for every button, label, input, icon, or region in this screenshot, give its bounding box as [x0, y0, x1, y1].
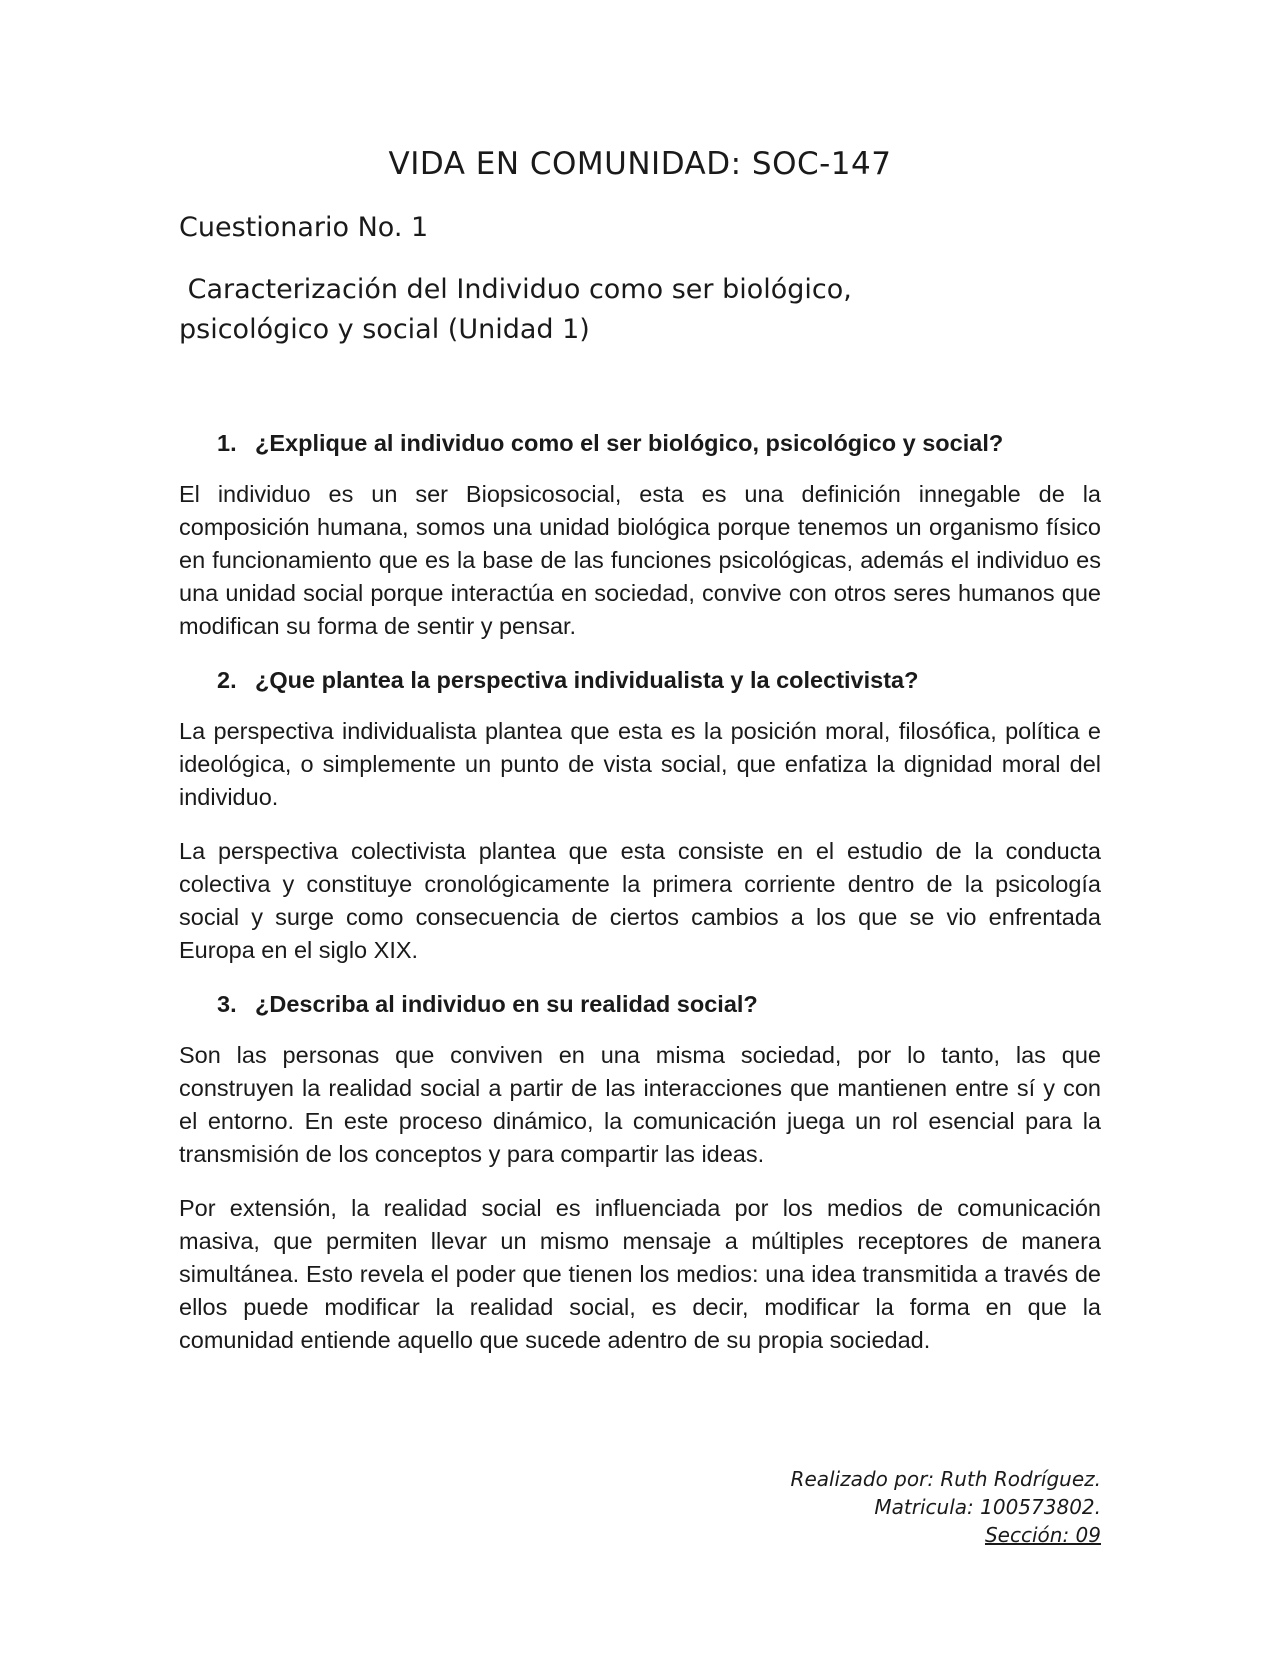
question-2 [179, 664, 1101, 697]
answer-paragraph: La perspectiva colectivista plantea que esta consiste en el estudio de la conducta colectiva y constituye cronológicamente la primera corriente dentro de la psicología social y surge como consecuencia de ciertos cambios a los que se vio enfrentada Europa en el siglo XIX. [179, 838, 1101, 963]
answer-paragraph: Por extensión, la realidad social es influenciada por los medios de comunicación masiva, que permiten llevar un mismo mensaje a múltiples receptores de manera simultánea. Esto revela el poder que tienen los medios: una idea transmitida a través de ellos puede modificar la realidad social, es decir, modificar la forma en que la comunidad entiende aquello que sucede adentro de su propia sociedad. [179, 1195, 1101, 1353]
answer-paragraph: Son las personas que conviven en una misma sociedad, por lo tanto, las que construyen la realidad social a partir de las interacciones que mantienen entre sí y con el entorno. En este proceso dinámico, la comunicación juega un rol esencial para la transmisión de los conceptos y para compartir las ideas. [179, 1042, 1101, 1167]
document-heading: Caracterización del Individuo como ser biológico, psicológico y social (Unidad 1) [179, 274, 852, 345]
document-body [179, 427, 1101, 1378]
question-3 [179, 988, 1101, 1021]
signature-section: Sección: 09 [984, 1523, 1101, 1547]
document-subtitle: Cuestionario No. 1 [179, 212, 429, 243]
question-text: ¿Que plantea la perspectiva individualista y la colectivista? [255, 667, 919, 693]
answer-paragraph: La perspectiva individualista plantea que esta es la posición moral, filosófica, política e ideológica, o simplemente un punto de vista social, que enfatiza la dignidad moral del individuo. [179, 718, 1101, 810]
document-title: VIDA EN COMUNIDAD: SOC-147 [388, 146, 892, 182]
question-number: 3. [217, 991, 237, 1017]
question-number: 2. [217, 667, 237, 693]
signature-id: Matricula: 100573802. [874, 1495, 1101, 1519]
question-1 [179, 427, 1101, 460]
signature-author: Realizado por: Ruth Rodríguez. [790, 1467, 1101, 1491]
question-number: 1. [217, 430, 237, 456]
answer-paragraph: El individuo es un ser Biopsicosocial, esta es una definición innegable de la composición humana, somos una unidad biológica porque tenemos un organismo físico en funcionamiento que es la base de las funciones psicológicas, además el individuo es una unidad social porque interactúa en sociedad, convive con otros seres humanos que modifican su forma de sentir y pensar. [179, 481, 1101, 639]
question-text: ¿Explique al individuo como el ser biológico, psicológico y social? [255, 430, 1004, 456]
question-text: ¿Describa al individuo en su realidad social? [255, 991, 758, 1017]
signature-block [791, 1465, 1101, 1549]
